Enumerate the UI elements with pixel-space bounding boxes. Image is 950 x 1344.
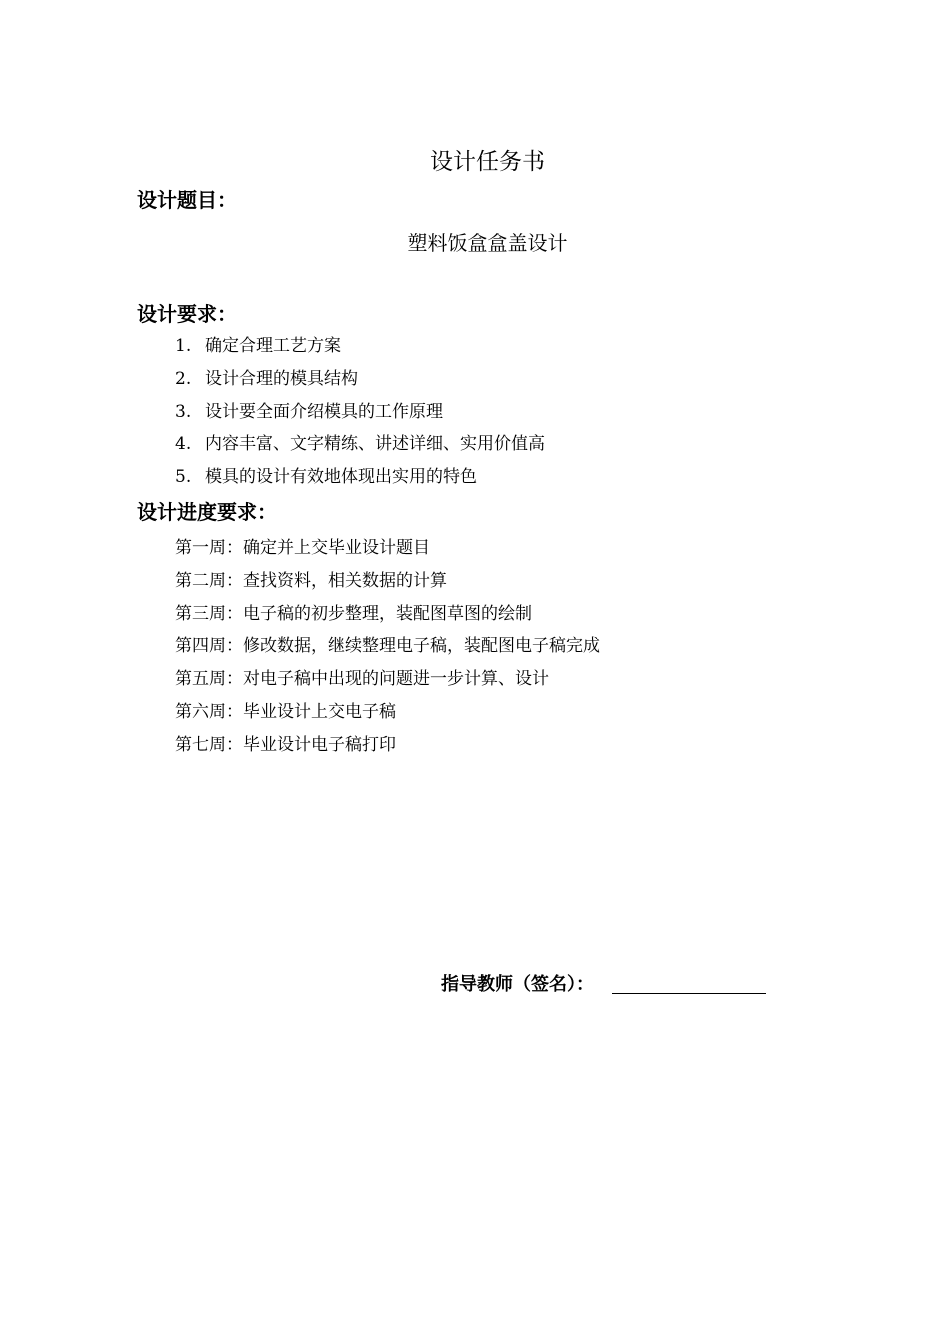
signature-label: 指导教师（签名）： [441, 974, 594, 995]
list-item [175, 428, 545, 461]
list-item [175, 461, 545, 494]
list-item: 第二周：查找资料，相关数据的计算 [175, 570, 447, 591]
topic-heading: 设计题目： [137, 188, 237, 212]
requirement-text: 内容丰富、文字精练、讲述详细、实用价值高 [205, 434, 545, 455]
requirement-number: 2. [175, 368, 192, 389]
requirement-number: 4. [175, 434, 192, 455]
list-item [175, 396, 545, 429]
requirement-text: 设计合理的模具结构 [205, 368, 358, 389]
list-item [175, 330, 545, 363]
list-item: 第三周：电子稿的初步整理，装配图草图的绘制 [175, 603, 532, 624]
design-topic: 塑料饭盒盒盖设计 [407, 231, 568, 255]
schedule-list [175, 532, 600, 762]
list-item: 第六周：毕业设计上交电子稿 [175, 701, 396, 722]
requirements-heading: 设计要求： [137, 302, 237, 326]
requirement-number: 3. [175, 401, 192, 422]
list-item: 第一周：确定并上交毕业设计题目 [175, 538, 430, 558]
document-title: 设计任务书 [430, 149, 545, 175]
signature-line[interactable] [612, 993, 766, 994]
requirement-text: 模具的设计有效地体现出实用的特色 [205, 467, 477, 488]
requirements-list [175, 330, 545, 494]
list-item [175, 363, 545, 396]
list-item: 第五周：对电子稿中出现的问题进一步计算、设计 [175, 669, 549, 690]
requirement-text: 确定合理工艺方案 [205, 336, 341, 356]
list-item: 第四周：修改数据，继续整理电子稿，装配图电子稿完成 [175, 636, 600, 657]
requirement-text: 设计要全面介绍模具的工作原理 [205, 401, 443, 422]
requirement-number: 1. [175, 336, 192, 356]
schedule-heading: 设计进度要求： [137, 500, 277, 524]
list-item: 第七周：毕业设计电子稿打印 [175, 734, 396, 755]
requirement-number: 5. [175, 467, 192, 488]
